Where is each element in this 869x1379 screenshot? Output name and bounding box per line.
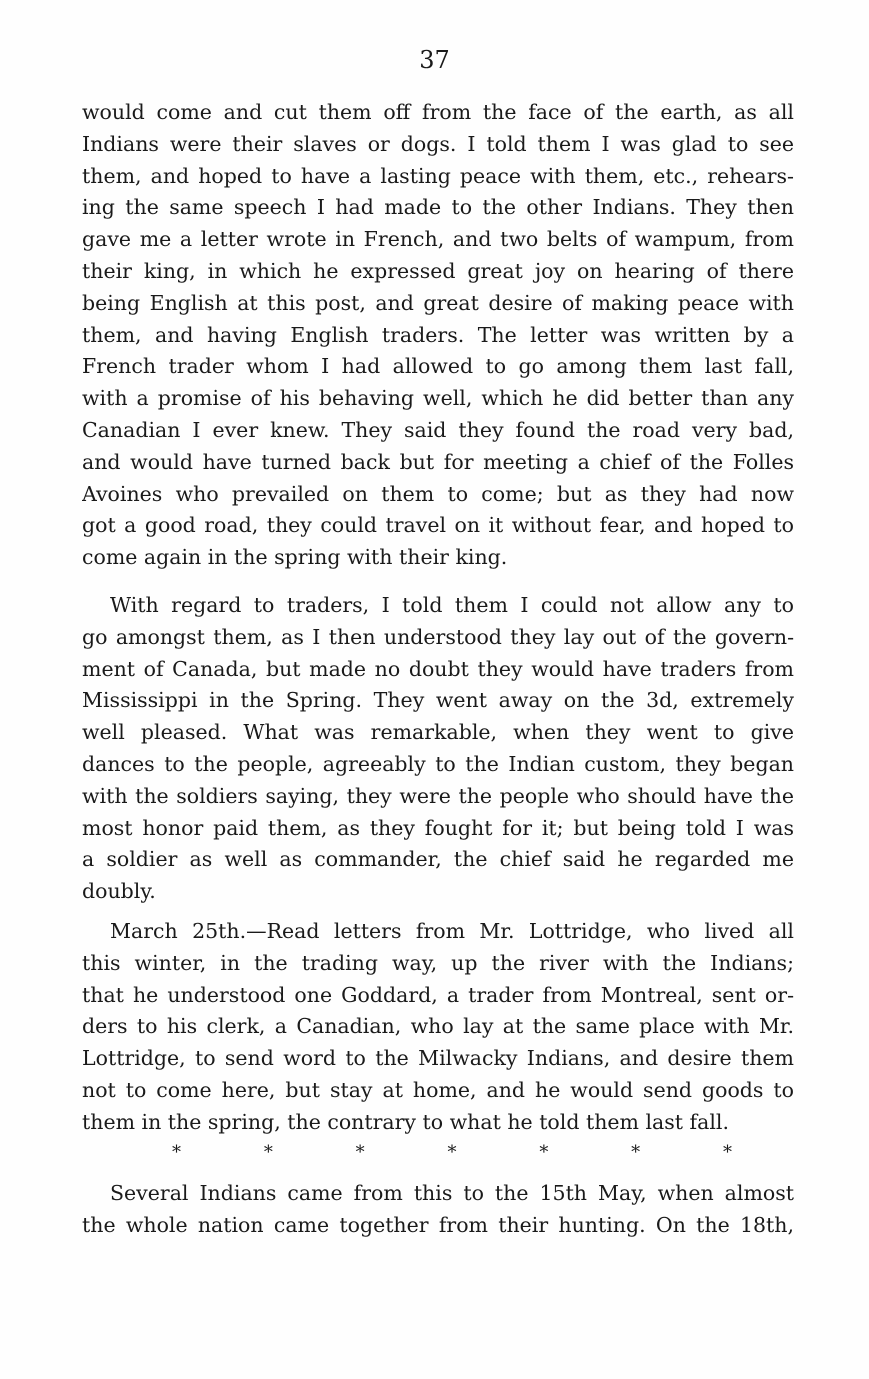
text-line: would come and cut them off from the face of the earth, as all	[82, 100, 794, 124]
text-line: Canadian I ever knew. They said they found the road very bad,	[82, 417, 794, 442]
paragraph-2	[82, 590, 794, 908]
text-line: March 25th.—Read letters from Mr. Lottridge, who lived all	[110, 919, 794, 943]
text-line: Indians were their slaves or dogs. I told them I was glad to see	[82, 131, 794, 156]
text-line: Several Indians came from this to the 15th May, when almost	[110, 1181, 794, 1205]
text-line: gave me a letter wrote in French, and two belts of wampum, from	[82, 227, 794, 252]
text-line: ders to his clerk, a Canadian, who lay at the same place with Mr.	[82, 1014, 794, 1039]
section-separator	[172, 1143, 732, 1163]
text-line: got a good road, they could travel on it without fear, and hoped to	[82, 513, 794, 538]
text-line: not to come here, but stay at home, and he would send goods to	[82, 1077, 794, 1102]
text-line: Avoines who prevailed on them to come; but as they had now	[82, 481, 794, 506]
text-line: the whole nation came together from their hunting. On the 18th,	[82, 1212, 794, 1237]
text-line: them, and having English traders. The letter was written by a	[82, 322, 794, 347]
text-line: well pleased. What was remarkable, when they went to give	[82, 720, 794, 745]
text-line: and would have turned back but for meeting a chief of the Folles	[82, 449, 794, 474]
text-line: a soldier as well as commander, the chief said he regarded me	[82, 847, 794, 872]
text-line: them in the spring, the contrary to what he told them last fall.	[82, 1109, 729, 1134]
text-line: French trader whom I had allowed to go among them last fall,	[82, 354, 794, 379]
text-line: With regard to traders, I told them I could not allow any to	[110, 593, 794, 617]
text-line: with a promise of his behaving well, which he did better than any	[82, 386, 794, 411]
paragraph-4	[82, 1178, 794, 1242]
text-line: doubly.	[82, 879, 156, 904]
text-line: this winter, in the trading way, up the river with the Indians;	[82, 950, 794, 975]
separator-star: *	[539, 1142, 549, 1163]
page-number: 37	[419, 46, 450, 74]
paragraph-3	[82, 916, 794, 1139]
separator-star: *	[263, 1142, 273, 1163]
paragraph-1	[82, 97, 794, 574]
separator-star: *	[355, 1142, 365, 1163]
text-line: them, and hoped to have a lasting peace with them, etc., rehears-	[82, 163, 794, 188]
text-line: go amongst them, as I then understood they lay out of the govern-	[82, 624, 794, 649]
text-line: Mississippi in the Spring. They went away on the 3d, extremely	[82, 688, 794, 713]
separator-star: *	[172, 1142, 181, 1163]
text-line: with the soldiers saying, they were the people who should have the	[82, 783, 794, 808]
separator-star: *	[631, 1142, 641, 1163]
text-line: most honor paid them, as they fought for it; but being told I was	[82, 815, 794, 840]
text-line: ment of Canada, but made no doubt they would have traders from	[82, 656, 794, 681]
text-line: come again in the spring with their king.	[82, 545, 508, 570]
separator-star: *	[722, 1142, 732, 1163]
text-line: ing the same speech I had made to the other Indians. They then	[82, 195, 794, 220]
text-line: being English at this post, and great desire of making peace with	[82, 290, 794, 315]
text-line: Lottridge, to send word to the Milwacky Indians, and desire them	[82, 1046, 794, 1071]
text-line: that he understood one Goddard, a trader from Montreal, sent or-	[82, 982, 794, 1007]
text-line: dances to the people, agreeably to the Indian custom, they began	[82, 751, 794, 776]
separator-star: *	[447, 1142, 457, 1163]
text-line: their king, in which he expressed great joy on hearing of there	[82, 258, 794, 283]
